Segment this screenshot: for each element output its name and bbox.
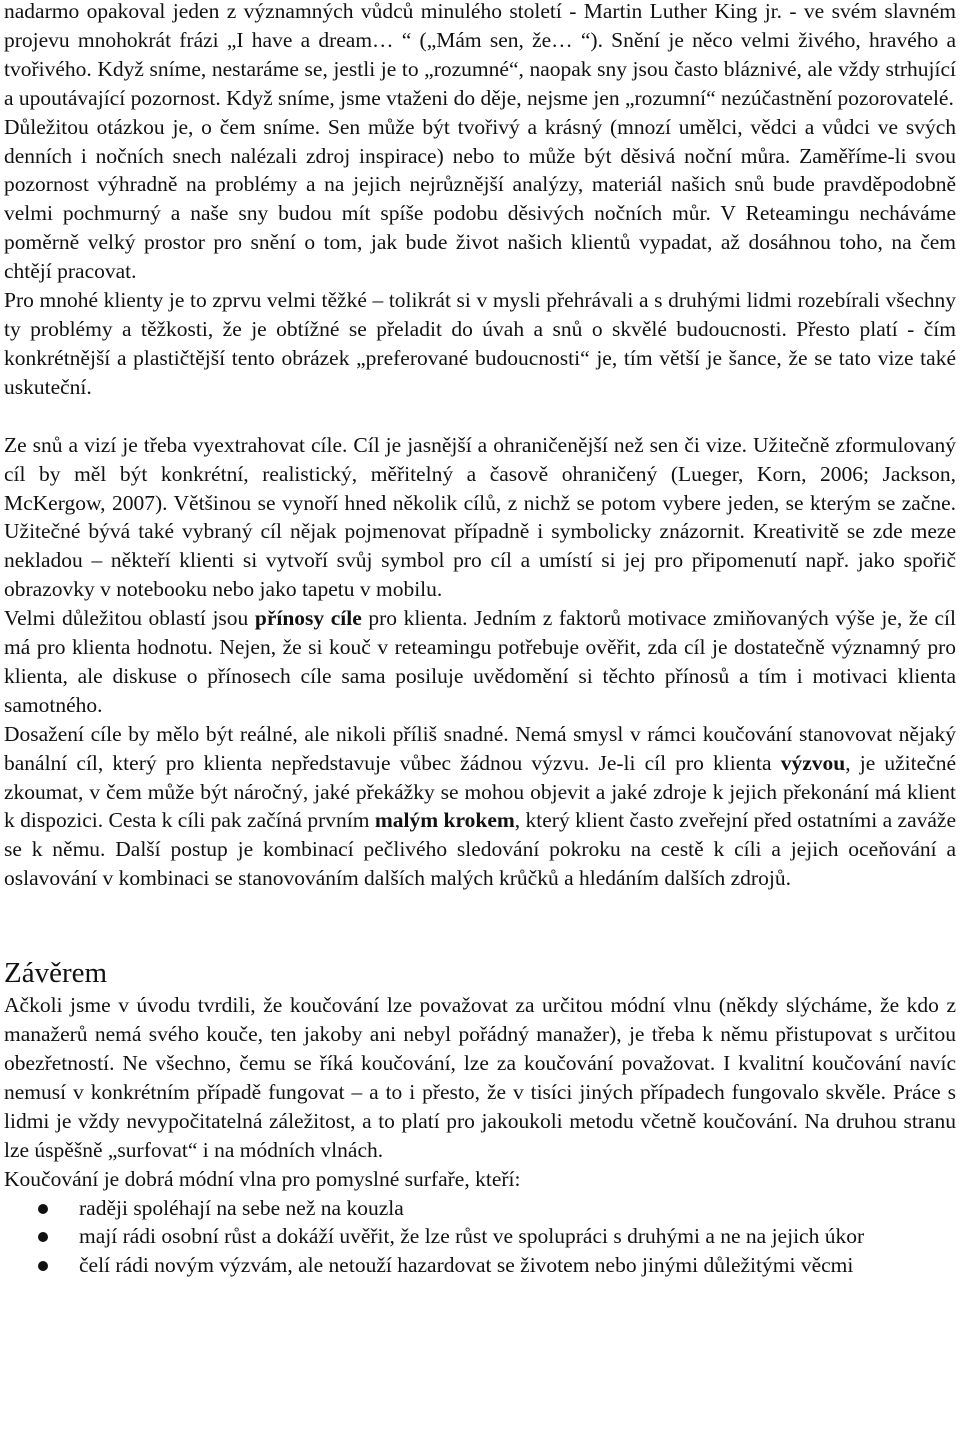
bold-challenge: výzvou: [780, 750, 846, 775]
list-item: mají rádi osobní růst a dokáží uvěřit, že lze růst ve spolupráci s druhými a ne na jejich úkor: [4, 1222, 956, 1251]
bullet-icon: [38, 1232, 48, 1242]
paragraph-what-we-dream: Důležitou otázkou je, o čem sníme. Sen může být tvořivý a krásný (mnozí umělci, vědci a vůdci ve svých denních i nočních snech nalézali zdroj inspirace) nebo to může být děsivá noční můra. Zaměříme-li svou pozornost výhradně na problémy a na jejich nejrůznější analýzy, materiál našich snů bude pravděpodobně velmi pochmurný a naše sny budou mít spíše podobu děsivých nočních můr. V Reteamingu necháváme poměrně velký prostor pro snění o tom, jak bude život našich klientů vypadat, až dosáhnou toho, na čem chtějí pracovat.: [4, 114, 956, 284]
section-heading-conclusion: Závěrem: [4, 957, 108, 990]
bullet-list: [4, 1194, 956, 1281]
list-item: čelí rádi novým výzvám, ale netouží hazardovat se životem nebo jinými důležitými věcmi: [4, 1251, 956, 1280]
bullet-icon: [38, 1204, 48, 1214]
paragraph-conclusion: Ačkoli jsme v úvodu tvrdili, že koučování lze považovat za určitou módní vlnu (někdy slýcháme, že kdo z manažerů nemá svého kouče, ten jakoby ani nebyl pořádný manažer), je třeba k němu přistupovat s určitou obezřetností. Ne všechno, čemu se říká koučování, lze za koučování považovat. I kvalitní koučování navíc nemusí v konkrétním případě fungovat – a to i přesto, že v tisíci jiných případech fungovalo skvěle. Práce s lidmi je vždy nevypočitatelná záležitost, a to platí pro jakoukoli metodu včetně koučování. Na druhou stranu lze úspěšně „surfovat“ i na módních vlnách.: [4, 993, 956, 1162]
paragraph-gap: [4, 402, 956, 431]
bullet-icon: [38, 1261, 48, 1271]
paragraph-goal-challenge: Dosažení cíle by mělo být reálné, ale nikoli příliš snadné. Nemá smysl v rámci koučování stanovovat nějaký banální cíl, který pro klienta nepředstavuje vůbec žádnou výzvu. Je-li cíl pro klienta výzvou, je užitečné zkoumat, v čem může být náročný, jaké překážky se mohou objevit a jaké zdroje k jejich překonání má klient k dispozici. Cesta k cíli pak začíná prvním malým krokem, který klient často zveřejní před ostatními a zaváže se k němu. Další postup je kombinací pečlivého sledování pokroku na cestě k cíli a jejich oceňování a oslavování v kombinaci se stanovováním dalších malých krůčků a hledáním dalších zdrojů.: [4, 721, 956, 891]
list-item: raději spoléhají na sebe než na kouzla: [4, 1194, 956, 1223]
paragraph-preferred-future: Pro mnohé klienty je to zprvu velmi těžké – tolikrát si v mysli přehrávali a s druhými lidmi rozebírali všechny ty problémy a těžkosti, že je obtížné se přeladit do úvah a snů o skvělé budoucnosti. Přesto platí - čím konkrétnější a plastičtější tento obrázek „preferované budoucnosti“ je, tím větší je šance, že se tato vize také uskuteční.: [4, 288, 956, 399]
section-gap: [4, 893, 956, 955]
bold-goal-benefits: přínosy cíle: [254, 606, 362, 631]
paragraph-goals: Ze snů a vizí je třeba vyextrahovat cíle. Cíl je jasnější a ohraničenější než sen či vize. Užitečně zformulovaný cíl by měl být konkrétní, realistický, měřitelný a časově ohraničený (Lueger, Korn, 2006; Jackson, McKergow, 2007). Většinou se vynoří hned několik cílů, z nichž se potom vybere jeden, se kterým se začne. Užitečné bývá také vybraný cíl nějak pojmenovat případně i symbolicky znázornit. Kreativitě se zde meze nekladou – někteří klienti si vytvoří svůj symbol pro cíl a umístí si jej pro připomenutí např. jako spořič obrazovky v notebooku nebo jako tapetu v mobilu.: [4, 432, 956, 602]
bold-small-step: malým krokem: [374, 808, 515, 833]
paragraph-dreaming: nadarmo opakoval jeden z významných vůdců minulého století - Martin Luther King jr. - ve svém slavném projevu mnohokrát frázi „I have a dream… “ („Mám sen, že… “). Snění je něco velmi živého, hravého a tvořivého. Když sníme, nestaráme se, jestli je to „rozumné“, naopak sny jsou často bláznivé, ale vždy strhující a upoutávající pozornost. Když sníme, jsme vtaženi do děje, nejsme jen „rozumní“ nezúčastnění pozorovatelé.: [4, 0, 956, 110]
document-page: [4, 0, 956, 1280]
paragraph-goal-benefits: Velmi důležitou oblastí jsou přínosy cíle pro klienta. Jedním z faktorů motivace zmiňovaných výše je, že cíl má pro klienta hodnotu. Nejen, že si kouč v reteamingu potřebuje ověřit, zda cíl je dostatečně významný pro klienta, ale diskuse o přínosech cíle sama posiluje uvědomění si těchto přínosů a tím i motivaci klienta samotného.: [4, 606, 956, 717]
paragraph-surfers: Koučování je dobrá módní vlna pro pomyslné surfaře, kteří:: [4, 1166, 521, 1191]
